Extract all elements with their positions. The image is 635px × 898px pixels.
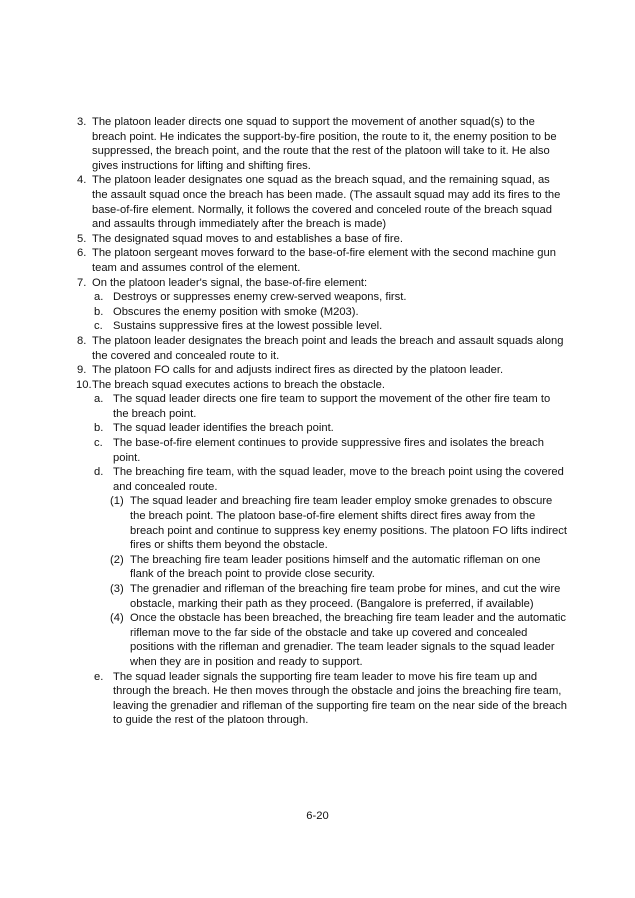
sub-sub-item-text: The breaching fire team leader positions himself and the automatic rifleman on one flank of the breach point to provide close security. [130, 553, 541, 581]
sub-sub-item-text: The grenadier and rifleman of the breaching fire team probe for mines, and cut the wire obstacle, marking their path as they proceed. (Bangalore is preferred, if available) [130, 583, 561, 610]
item-number: 7. [77, 276, 87, 289]
item-text: The breach squad executes actions to breach the obstacle. [92, 378, 385, 391]
sub-item [94, 290, 567, 305]
list-item [77, 115, 567, 173]
sub-sub-item-text: The squad leader and breaching fire team leader employ smoke grenades to obscure the breach point. The platoon base-of-fire element shifts direct fires away from the breach point and continue to suppress key enemy positions. The platoon FO lifts indirect fires or shifts them beyond the obstacle. [130, 495, 567, 552]
numbered-list [77, 115, 567, 728]
list-item [77, 334, 567, 363]
page-number: 6-20 [306, 810, 329, 822]
sub-sub-item-number: (2) [110, 553, 124, 566]
sub-item-text: The squad leader directs one fire team to support the movement of the other fire team to the breach point. [113, 393, 551, 420]
sub-item-text: Sustains suppressive fires at the lowest possible level. [113, 320, 383, 333]
list-item [77, 246, 567, 275]
list-item [77, 363, 567, 378]
item-number: 5. [77, 232, 87, 245]
sub-item-letter: a. [94, 393, 104, 406]
list-item [77, 378, 567, 393]
item-text: The platoon leader designates one squad as the breach squad, and the remaining squad, as the assault squad once the breach has been made. (The assault squad may add its fires to the base-of-fire element. Normally, it follows the covered and conceled route of the breach squad and assaults through immediately after the breach is made) [92, 174, 561, 231]
sub-item [94, 436, 567, 465]
sub-sub-item-text: Once the obstacle has been breached, the breaching fire team leader and the automatic rifleman move to the far side of the obstacle and take up covered and concealed positions with the rifleman and grenadier. The team leader signals to the squad leader when they are in position and ready to support. [130, 612, 566, 668]
sub-sub-item [110, 582, 567, 611]
item-number: 6. [77, 247, 87, 260]
sub-item-letter: b. [94, 422, 104, 435]
sub-item-letter: e. [94, 670, 104, 683]
item-text: The platoon leader directs one squad to support the movement of another squad(s) to the breach point. He indicates the support-by-fire position, the route to it, the enemy position to be suppressed, the breach point, and the route that the rest of the platoon will take to it. He also gives instructions for lifting and shifting fires. [92, 116, 557, 172]
sub-sub-item [110, 494, 567, 552]
sub-sub-item [110, 553, 567, 582]
list-item [77, 276, 567, 291]
sub-sub-item-number: (4) [110, 612, 124, 625]
item-text: On the platoon leader's signal, the base-of-fire element: [92, 276, 368, 289]
sub-item [94, 421, 567, 436]
item-text: The designated squad moves to and establishes a base of fire. [92, 232, 403, 245]
sub-sub-item-number: (1) [110, 495, 124, 508]
item-text: The platoon leader designates the breach point and leads the breach and assault squads along the covered and concealed route to it. [92, 334, 564, 362]
sub-item-letter: d. [94, 466, 104, 479]
sub-item-text: The squad leader identifies the breach point. [113, 422, 334, 435]
list-item [77, 232, 567, 247]
sub-item [94, 319, 567, 334]
sub-item-letter: a. [94, 291, 104, 304]
sub-item-text: Destroys or suppresses enemy crew-served weapons, first. [113, 291, 407, 304]
item-text: The platoon FO calls for and adjusts indirect fires as directed by the platoon leader. [92, 364, 504, 377]
sub-item [94, 465, 567, 494]
list-item [77, 173, 567, 231]
sub-item [94, 670, 567, 728]
item-number: 10. [76, 378, 92, 391]
sub-sub-item [110, 611, 567, 669]
sub-item [94, 305, 567, 320]
sub-item [94, 392, 567, 421]
item-number: 9. [77, 364, 87, 377]
sub-item-letter: c. [94, 437, 103, 450]
item-number: 4. [77, 174, 87, 187]
sub-sub-item-number: (3) [110, 583, 124, 595]
sub-item-text: The breaching fire team, with the squad leader, move to the breach point using the covered and concealed route. [113, 466, 564, 493]
item-number: 8. [77, 334, 87, 347]
sub-item-letter: c. [94, 320, 103, 333]
sub-item-text: The squad leader signals the supporting fire team leader to move his fire team up and through the breach. He then moves through the obstacle and joins the breaching fire team, leaving the grenadier and rifleman of the supporting fire team on the near side of the breach to guide the rest of the platoon through. [113, 670, 568, 727]
item-text: The platoon sergeant moves forward to the base-of-fire element with the second machine gun team and assumes control of the element. [92, 247, 556, 274]
item-number: 3. [77, 116, 87, 128]
sub-item-text: The base-of-fire element continues to provide suppressive fires and isolates the breach point. [113, 437, 544, 464]
sub-item-text: Obscures the enemy position with smoke (M203). [113, 305, 359, 318]
sub-item-letter: b. [94, 305, 104, 318]
